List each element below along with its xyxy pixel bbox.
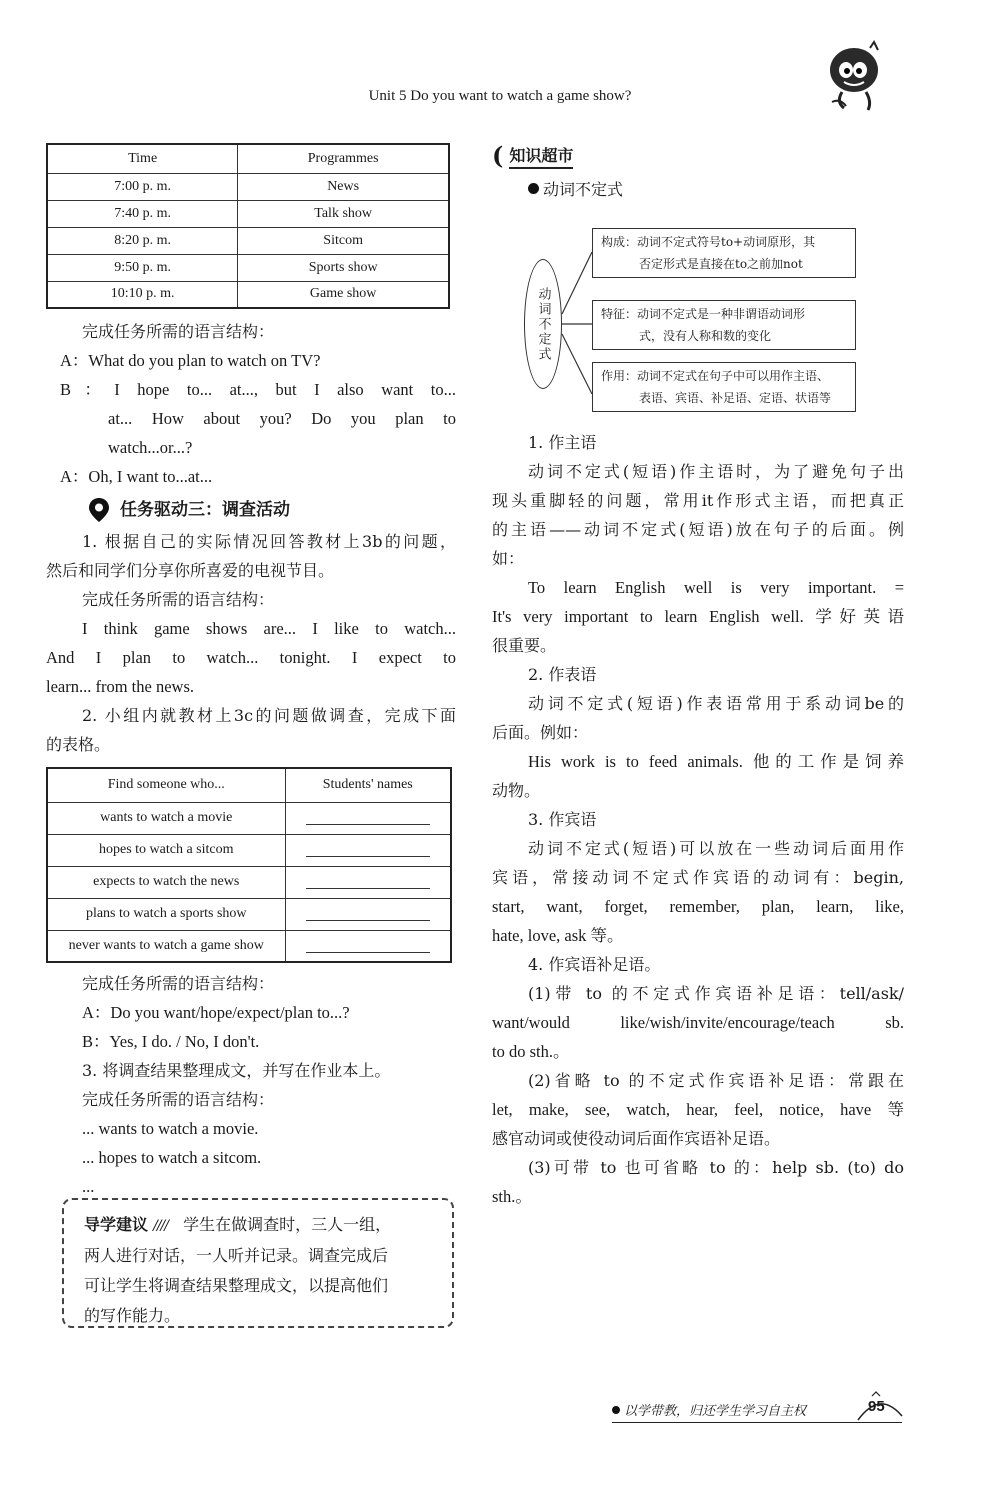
table-row [47, 930, 451, 962]
survey-item-cell: hopes to watch a sitcom [47, 834, 285, 866]
programme-cell: Sitcom [238, 227, 449, 254]
example-line: 很重要。 [492, 636, 557, 655]
body-line: want/would like/wish/invite/encourage/teach sb. [492, 1013, 904, 1032]
task-title: 任务驱动三：调查活动 [120, 500, 290, 520]
mascot-icon [822, 40, 892, 115]
instruction-line: 然后和同学们分享你所喜爱的电视节目。 [46, 561, 335, 580]
structure-line: ... hopes to watch a sitcom. [82, 1148, 262, 1167]
body-line: 宾语，常接动词不定式作宾语的动词有：begin, [492, 868, 904, 887]
table-row [47, 898, 451, 930]
instruction-line: 1. 根据自己的实际情况回答教材上3b的问题， [82, 532, 456, 551]
diagram-box-line: 作用：动词不定式在句子中可以用作主语、 [601, 369, 830, 383]
left-column [46, 143, 456, 1201]
dialog-line: watch...or...? [108, 438, 193, 457]
body-line: 动词不定式(短语)作表语常用于系动词be的 [528, 694, 904, 713]
time-cell: 9:50 p. m. [47, 254, 238, 281]
structure-title: 完成任务所需的语言结构： [82, 590, 275, 609]
programme-cell: Talk show [238, 200, 449, 227]
answer-line [306, 811, 431, 825]
body-line: sth.。 [492, 1187, 532, 1206]
section-heading: 3. 作宾语 [528, 810, 597, 829]
instruction-line: 的表格。 [46, 735, 111, 754]
body-line: hate, love, ask 等。 [492, 926, 624, 945]
table-row [47, 254, 449, 281]
subsection-title: 动词不定式 [543, 180, 624, 199]
section-heading: 2. 作表语 [528, 665, 597, 684]
dialog-line: A：What do you plan to watch on TV? [60, 351, 321, 370]
section-heading: 1. 作主语 [528, 433, 597, 452]
infinitive-diagram [492, 204, 904, 404]
programme-cell: Game show [238, 281, 449, 308]
tv-schedule-table [46, 143, 450, 309]
structure-line: ... wants to watch a movie. [82, 1119, 259, 1138]
body-line: 的主语——动词不定式(短语)放在句子的后面。例 [492, 520, 904, 539]
structure-line: learn... from the news. [46, 677, 194, 696]
diagram-box-line: 否定形式是直接在to之前加not [639, 257, 803, 271]
structure-line: ... [82, 1177, 95, 1196]
tip-text: 两人进行对话，一人听并记录。调查完成后 [84, 1246, 389, 1265]
page-header-title: Unit 5 Do you want to watch a game show? [368, 88, 632, 104]
bullet-icon [528, 183, 539, 194]
name-blank-cell[interactable] [285, 834, 451, 866]
time-cell: 8:20 p. m. [47, 227, 238, 254]
diagram-box-composition [592, 228, 856, 278]
example-line: To learn English well is very important. = [528, 578, 904, 597]
body-line: (1)带 to 的不定式作宾语补足语：tell/ask/ [528, 984, 904, 1003]
diagram-box-feature [592, 300, 856, 350]
survey-item-cell: expects to watch the news [47, 866, 285, 898]
programme-cell: Sports show [238, 254, 449, 281]
tip-slashes: //// [153, 1218, 168, 1234]
task-heading [46, 495, 456, 525]
dialog-line: at... How about you? Do you plan to [108, 409, 456, 428]
diagram-center-label: 动词不定式 [535, 286, 551, 362]
table-header: Find someone who... [47, 768, 285, 802]
body-line: 如： [492, 549, 525, 568]
footer-divider [612, 1422, 902, 1423]
table-header: Programmes [238, 144, 449, 173]
table-row [47, 281, 449, 308]
footer-slogan [612, 1400, 806, 1419]
time-cell: 7:40 p. m. [47, 200, 238, 227]
answer-line [306, 843, 431, 857]
diagram-box-function [592, 362, 856, 412]
example-line: It's very important to learn English well. 学好英语 [492, 607, 904, 626]
dialog-line: A：Oh, I want to...at... [60, 467, 213, 486]
diagram-box-line: 构成：动词不定式符号to+动词原形，其 [601, 235, 816, 249]
name-blank-cell[interactable] [285, 930, 451, 962]
body-line: 动词不定式(短语)可以放在一些动词后面用作 [528, 839, 904, 858]
structure-title: 完成任务所需的语言结构： [82, 322, 275, 341]
structure-title: 完成任务所需的语言结构： [82, 1090, 275, 1109]
slogan-text: 以学带教，归还学生学习自主权 [624, 1404, 807, 1419]
dialog-line: B：I hope to... at..., but I also want to... [60, 380, 456, 399]
name-blank-cell[interactable] [285, 866, 451, 898]
structure-title: 完成任务所需的语言结构： [82, 974, 275, 993]
table-row [47, 200, 449, 227]
programme-cell: News [238, 173, 449, 200]
section-heading: 4. 作宾语补足语。 [528, 955, 661, 974]
table-header: Students' names [285, 768, 451, 802]
table-header: Time [47, 144, 238, 173]
instruction-line: 3. 将调查结果整理成文，并写在作业本上。 [82, 1061, 391, 1080]
table-row [47, 173, 449, 200]
survey-item-cell: never wants to watch a game show [47, 930, 285, 962]
structure-line: I think game shows are... I like to watch... [82, 619, 456, 638]
survey-item-cell: wants to watch a movie [47, 802, 285, 834]
tip-label: 导学建议 [84, 1215, 149, 1234]
survey-table [46, 767, 452, 963]
table-row [47, 227, 449, 254]
answer-line [306, 907, 431, 921]
answer-line [306, 939, 431, 953]
time-cell: 10:10 p. m. [47, 281, 238, 308]
example-line: His work is to feed animals. 他的工作是饲养 [528, 752, 904, 771]
table-row [47, 802, 451, 834]
body-line: (3)可带 to 也可省略 to 的：help sb. (to) do [528, 1158, 904, 1177]
knowledge-market-heading [492, 143, 904, 169]
structure-line: A：Do you want/hope/expect/plan to...? [82, 1003, 350, 1022]
body-line: let, make, see, watch, hear, feel, notice, have 等 [492, 1100, 904, 1119]
structure-line: And I plan to watch... tonight. I expect to [46, 648, 456, 667]
time-cell: 7:00 p. m. [47, 173, 238, 200]
bracket-icon: ( [492, 141, 504, 170]
body-line: 现头重脚轻的问题，常用it作形式主语，而把真正 [492, 491, 904, 510]
body-line: 后面。例如： [492, 723, 589, 742]
name-blank-cell[interactable] [285, 802, 451, 834]
instruction-line: 2. 小组内就教材上3c的问题做调查，完成下面 [82, 706, 456, 725]
answer-line [306, 875, 431, 889]
body-line: start, want, forget, remember, plan, learn, like, [492, 897, 904, 916]
body-line: (2)省略 to 的不定式作宾语补足语：常跟在 [528, 1071, 904, 1090]
tip-text: 可让学生将调查结果整理成文，以提高他们 [84, 1276, 389, 1295]
diagram-box-line: 式，没有人称和数的变化 [639, 329, 772, 343]
tip-text: 学生在做调查时，三人一组， [183, 1215, 392, 1234]
diagram-center-oval [524, 259, 562, 389]
diagram-box-line: 特征：动词不定式是一种非谓语动词形 [601, 307, 806, 321]
right-column [492, 143, 904, 1211]
page-number: 95 [868, 1398, 885, 1415]
bullet-icon [612, 1406, 620, 1414]
body-line: 感官动词或使役动词后面作宾语补足语。 [492, 1129, 781, 1148]
body-line: to do sth.。 [492, 1042, 570, 1061]
body-line: 动词不定式(短语)作主语时，为了避免句子出 [528, 462, 904, 481]
table-row [47, 834, 451, 866]
diagram-box-line: 表语、宾语、补足语、定语、状语等 [639, 391, 832, 405]
location-pin-icon [88, 497, 110, 523]
structure-line: B：Yes, I do. / No, I don't. [82, 1032, 260, 1051]
name-blank-cell[interactable] [285, 898, 451, 930]
section-title: 知识超市 [509, 143, 573, 169]
survey-item-cell: plans to watch a sports show [47, 898, 285, 930]
subsection-heading [528, 177, 904, 200]
tip-text: 的写作能力。 [84, 1306, 181, 1325]
example-line: 动物。 [492, 781, 541, 800]
table-row [47, 866, 451, 898]
study-tip-box [62, 1198, 454, 1328]
